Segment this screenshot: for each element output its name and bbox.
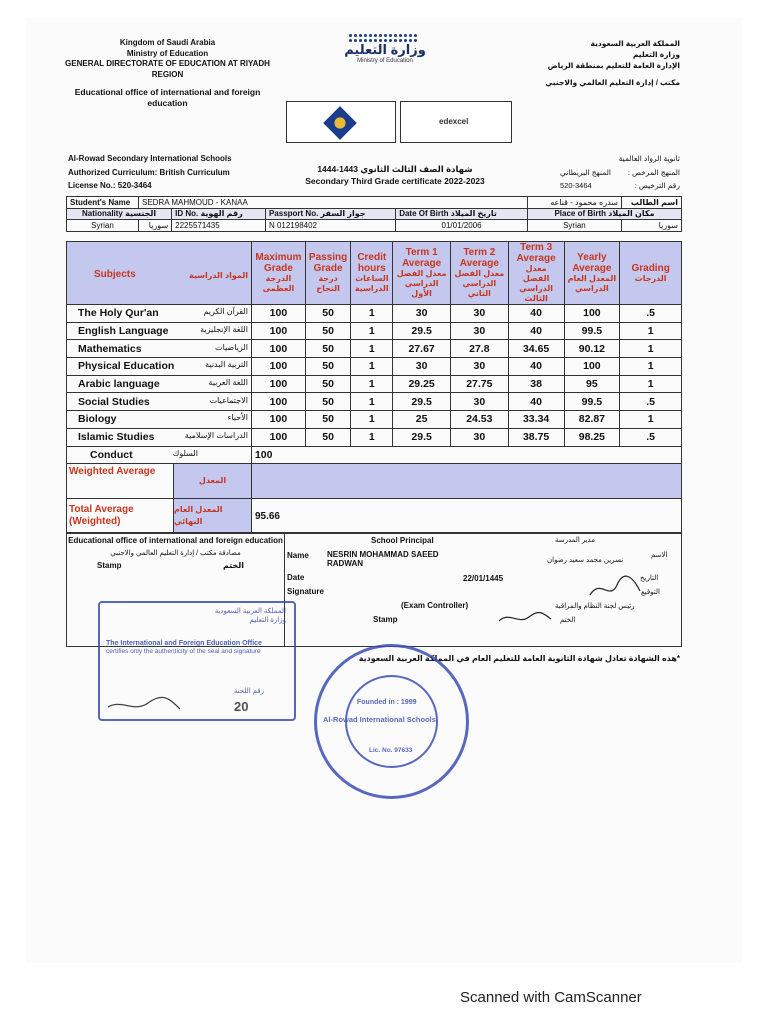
stamp-line2: وزارة التعليم (249, 617, 286, 624)
grade-cell-yearly: 100 (564, 305, 620, 323)
subject-cell (67, 411, 252, 429)
grade-cell-credit: 1 (351, 375, 393, 393)
student-name-label-ar: اسم الطالب (622, 197, 682, 209)
grade-cell-max: 100 (251, 340, 305, 358)
grade-cell-t2: 27.8 (450, 340, 508, 358)
stamp-founded: Founded in : 1999 (357, 699, 417, 706)
grade-cell-credit: 1 (351, 411, 393, 429)
subject-en: English Language (78, 325, 169, 338)
certificate-title-ar: شهادة الصف الثالث الثانوي 1443-1444 (317, 164, 473, 174)
grade-cell-t1: 27.67 (393, 340, 451, 358)
exam-controller-label: (Exam Controller) (401, 601, 469, 610)
grade-cell-max: 100 (251, 375, 305, 393)
school-info-ar (560, 152, 680, 193)
grade-cell-pass: 50 (305, 322, 350, 340)
directorate-en: GENERAL DIRECTORATE OF EDUCATION AT RIYADH REGION (65, 59, 270, 79)
grade-cell-t3: 38.75 (508, 428, 564, 446)
weighted-average-row (67, 464, 682, 499)
grade-cell-pass: 50 (305, 393, 350, 411)
office-label-ar: مصادقة مكتب / إدارة التعليم العالمي والاجنبي (110, 550, 241, 557)
grade-cell-credit: 1 (351, 322, 393, 340)
id-label: ID No. رقم الهوية (172, 208, 266, 220)
school-name-en: Al-Rowad Secondary International Schools (68, 154, 232, 163)
controller-stamp-label-ar: الختم (560, 617, 576, 624)
office-label-en: Educational office of international and foreign education (68, 536, 283, 545)
subject-ar: الدراسات الإسلامية (184, 431, 248, 441)
passport-label: Passport No. جواز السفر (265, 208, 395, 220)
table-row (67, 340, 682, 358)
grade-cell-max: 100 (251, 305, 305, 323)
subject-en: The Holy Qur'an (78, 307, 159, 320)
subject-ar: الاجتماعيات (209, 395, 248, 405)
student-info-table (66, 196, 682, 232)
grade-cell-grading: 1 (620, 411, 682, 429)
subject-ar: اللغة الإنجليزية (200, 325, 248, 335)
grade-cell-max: 100 (251, 322, 305, 340)
grade-cell-pass: 50 (305, 340, 350, 358)
header-term3: Term 3 Average معدل الفصل الدراسي الثالث (508, 242, 564, 305)
date-label-ar: التاريخ (640, 575, 659, 582)
header-arabic (520, 38, 680, 88)
grade-cell-credit: 1 (351, 428, 393, 446)
grade-cell-t3: 38 (508, 375, 564, 393)
table-row (67, 322, 682, 340)
office-en: Educational office of international and foreign education (74, 87, 261, 108)
ministry-en: Ministry of Education (126, 48, 209, 58)
dob-value: 01/01/2006 (396, 220, 528, 232)
grade-cell-max: 100 (251, 393, 305, 411)
curriculum-ar: المنهج البريطاني (560, 167, 611, 177)
certificate-title (280, 163, 510, 187)
certificate-title-en: Secondary Third Grade certificate 2022-2023 (305, 176, 485, 186)
table-row (67, 428, 682, 446)
grade-cell-pass: 50 (305, 358, 350, 376)
office-ar: مكتب / إدارة التعليم العالمي والاجنبي (545, 78, 680, 87)
header-yearly: Yearly Average المعدل العام الدراسي (564, 242, 620, 305)
grade-cell-max: 100 (251, 358, 305, 376)
name-label: Name (287, 551, 309, 560)
grade-cell-yearly: 82.87 (564, 411, 620, 429)
grade-cell-t3: 33.34 (508, 411, 564, 429)
table-row (67, 375, 682, 393)
signature-label: Signature (287, 587, 324, 596)
header-max-grade: Maximum Grade الدرجة العظمى (251, 242, 305, 305)
grade-cell-t2: 30 (450, 358, 508, 376)
table-row (67, 411, 682, 429)
grade-cell-grading: 1 (620, 375, 682, 393)
header-passing-grade: Passing Grade درجة النجاح (305, 242, 350, 305)
grade-cell-max: 100 (251, 411, 305, 429)
grade-cell-grading: 1 (620, 358, 682, 376)
school-info-en (68, 152, 232, 193)
grade-cell-pass: 50 (305, 305, 350, 323)
header-subjects: Subjects المواد الدراسية (67, 242, 252, 305)
grade-cell-t1: 29.5 (393, 428, 451, 446)
nationality-label: Nationality الجنسية (67, 208, 172, 220)
grade-cell-pass: 50 (305, 428, 350, 446)
grade-cell-credit: 1 (351, 305, 393, 323)
stamp-lic: Lic. No. 97633 (369, 747, 413, 754)
grade-cell-grading: .5 (620, 393, 682, 411)
total-average-row (67, 499, 682, 534)
kingdom-ar: المملكة العربية السعودية (590, 39, 680, 48)
grade-cell-t3: 40 (508, 393, 564, 411)
grade-cell-t2: 27.75 (450, 375, 508, 393)
ministry-logo-ar: وزارة التعليم (344, 42, 426, 57)
grades-table (66, 241, 682, 534)
equivalence-note: *هذه الشهادة تعادل شهادة الثانوية العامة للتعليم العام في المملكة العربية السعودية (358, 654, 680, 663)
grade-cell-max: 100 (251, 428, 305, 446)
table-row (67, 393, 682, 411)
header-credit-hours: Credit hours الساعات الدراسية (351, 242, 393, 305)
grade-cell-yearly: 99.5 (564, 322, 620, 340)
subject-en: Physical Education (78, 360, 175, 373)
subject-cell (67, 322, 252, 340)
curriculum-en: Authorized Curriculum: British Curriculum (68, 167, 230, 177)
grade-cell-yearly: 98.25 (564, 428, 620, 446)
grade-cell-yearly: 90.12 (564, 340, 620, 358)
grade-cell-t2: 30 (450, 428, 508, 446)
principal-name: NESRIN MOHAMMAD SAEED RADWAN (327, 550, 439, 568)
camscanner-watermark: Scanned with CamScanner (460, 989, 642, 1006)
subject-en: Social Studies (78, 395, 150, 408)
date-label: Date (287, 573, 305, 582)
pob-label: Place of Birth مكان الميلاد (527, 208, 681, 220)
grade-cell-t2: 30 (450, 393, 508, 411)
header-term2: Term 2 Average معدل الفصل الدراسي الثاني (450, 242, 508, 305)
subject-ar: التربية البدنية (205, 360, 248, 370)
kingdom-en: Kingdom of Saudi Arabia (119, 38, 216, 47)
subject-en: Islamic Studies (78, 431, 155, 444)
subject-en: Biology (78, 413, 117, 426)
dob-label: Date Of Birth تاريخ الميلاد (396, 208, 528, 220)
edexcel-logo-box (400, 101, 512, 143)
ministry-ar: وزارة التعليم (632, 50, 680, 59)
subject-en: Mathematics (78, 342, 142, 355)
subject-ar: اللغة العربية (208, 378, 248, 388)
grade-cell-yearly: 100 (564, 358, 620, 376)
student-name: SEDRA MAHMOUD - KANAA (139, 197, 528, 209)
student-name-label: Student's Name (67, 197, 139, 209)
grade-cell-credit: 1 (351, 340, 393, 358)
header-grading: Grading الدرجات (620, 242, 682, 305)
subject-ar: القرآن الكريم (203, 307, 248, 317)
subject-cell (67, 358, 252, 376)
license-label-ar: رقم الترخيص : (634, 181, 680, 190)
stamp-number: 20 (234, 699, 249, 714)
grade-cell-t1: 25 (393, 411, 451, 429)
edexcel-logo: edexcel (439, 117, 469, 126)
grade-cell-t1: 30 (393, 358, 451, 376)
exam-controller-label-ar: رئيس لجنة النظام والمراقبة (555, 603, 635, 610)
principal-signature-box (285, 533, 681, 646)
ministry-logo-dots-icon (349, 34, 421, 42)
grade-cell-t1: 30 (393, 305, 451, 323)
grade-cell-t3: 40 (508, 322, 564, 340)
stamp-school: Al-Rowad International Schools (323, 715, 436, 724)
grade-cell-credit: 1 (351, 358, 393, 376)
controller-stamp-label: Stamp (373, 615, 398, 624)
weighted-average-value (251, 464, 681, 499)
office-stamp-label-ar: الختم (222, 561, 244, 570)
grade-cell-grading: 1 (620, 322, 682, 340)
school-logo-box (286, 101, 396, 143)
principal-label-ar: مدير المدرسة (555, 537, 595, 544)
school-emblem-icon (323, 106, 357, 140)
header-term1: Term 1 Average معدل الفصل الدراسي الأول (393, 242, 451, 305)
principal-label: School Principal (371, 536, 434, 545)
curriculum-label-ar: المنهج المرخص : (627, 167, 680, 177)
controller-signature-scribble (495, 609, 555, 629)
grade-cell-t2: 24.53 (450, 411, 508, 429)
ministry-logo-en: Ministry of Education (357, 58, 413, 64)
student-name-ar: سدره محمود - قناعه (527, 197, 621, 209)
grade-cell-t1: 29.5 (393, 393, 451, 411)
grade-cell-t2: 30 (450, 322, 508, 340)
grade-cell-grading: 1 (620, 340, 682, 358)
grade-cell-pass: 50 (305, 375, 350, 393)
subject-cell (67, 305, 252, 323)
name-label-ar: الاسم (651, 552, 668, 559)
stamp-line3: The International and Foreign Education Office (106, 640, 262, 647)
table-row (67, 358, 682, 376)
stamp-line4: certifies only the authenticity of the seal and signature (106, 648, 261, 655)
subject-cell (67, 340, 252, 358)
total-average-value: 95.66 (251, 499, 681, 534)
license-en: License No.: 520-3464 (68, 181, 152, 190)
office-stamp-label: Stamp (97, 561, 122, 570)
grade-cell-pass: 50 (305, 411, 350, 429)
ministry-logo (335, 34, 435, 94)
stamp-signature-scribble (104, 689, 184, 719)
subject-ar: الأحياء (227, 413, 248, 423)
grade-cell-credit: 1 (351, 393, 393, 411)
subject-ar: الرياضيات (215, 342, 248, 352)
subject-en: Arabic language (78, 378, 160, 391)
pob-value: Syrian (527, 220, 621, 232)
grade-cell-grading: .5 (620, 305, 682, 323)
principal-signature-scribble (585, 573, 645, 603)
date-value: 22/01/1445 (463, 574, 504, 583)
table-row (67, 305, 682, 323)
weighted-average-label: Weighted Average المعدل (67, 464, 252, 499)
stamp-number-label: رقم اللجنة (233, 688, 264, 695)
office-stamp-rect (98, 601, 296, 721)
conduct-row (67, 446, 682, 464)
grade-cell-t1: 29.25 (393, 375, 451, 393)
grade-cell-grading: .5 (620, 428, 682, 446)
grade-cell-t3: 40 (508, 358, 564, 376)
nationality-value-ar: سوريا (139, 220, 172, 232)
subject-cell (67, 393, 252, 411)
signature-label-ar: التوقيع (641, 589, 660, 596)
grade-cell-yearly: 99.5 (564, 393, 620, 411)
conduct-value: 100 (251, 446, 681, 464)
stamp-line1: المملكة العربية السعودية (214, 608, 286, 615)
conduct-label: Conduct السلوك (67, 446, 252, 464)
total-average-label: Total Average (Weighted) المعدل العام النهائي (67, 499, 252, 534)
grade-cell-t1: 29.5 (393, 322, 451, 340)
principal-name-ar: نسرين محمد سعيد رضوان (547, 557, 624, 564)
license-ar: 520-3464 (560, 181, 592, 190)
id-value: 2225571435 (172, 220, 266, 232)
school-round-stamp (314, 644, 469, 799)
grade-cell-t3: 40 (508, 305, 564, 323)
directorate-ar: الإدارة العامة للتعليم بمنطقة الرياض (547, 61, 680, 70)
nationality-value: Syrian (67, 220, 139, 232)
pob-value-ar: سوريا (621, 220, 681, 232)
grades-header-row (67, 242, 682, 305)
passport-value: N 012198402 (265, 220, 395, 232)
grade-cell-yearly: 95 (564, 375, 620, 393)
grade-cell-t2: 30 (450, 305, 508, 323)
subject-cell (67, 375, 252, 393)
grade-cell-t3: 34.65 (508, 340, 564, 358)
header-english (60, 38, 275, 108)
subject-cell (67, 428, 252, 446)
school-name-ar: ثانوية الرواد العالمية (618, 154, 680, 163)
